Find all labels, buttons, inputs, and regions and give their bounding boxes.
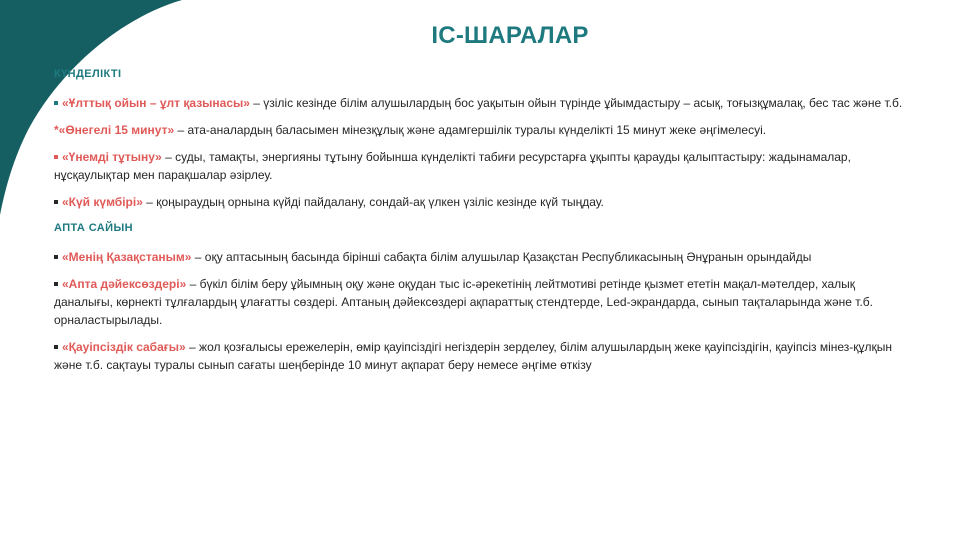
item-title: «Өнегелі 15 минут» [58,123,175,137]
bullet-icon [54,345,58,349]
bullet-icon [54,155,58,159]
item-text: – суды, тамақты, энергияны тұтыну бойынша күнделікті табиғи ресурстарға ұқыпты қарауды қалыптастыру: жадынамалар, нұсқаулықтар мен парақшалар әзірлеу. [54,150,851,182]
item-title: «Күй күмбірі» [62,195,143,209]
list-item [54,148,904,184]
item-title: «Үнемді тұтыну» [62,150,162,164]
content-area [54,66,904,383]
bullet-icon [54,200,58,204]
list-item [54,94,904,112]
item-text: – бүкіл білім беру ұйымның оқу және оқудан тыс іс-әрекетінің лейтмотиві ретінде қызмет ететін мақал-мәтелдер, халық даналығы, көрнекті тұлғалардың ұлағатты сөздері. Аптаның дәйексөздері ақпараттық стендтерде, Led-экрандарда, сынып тақталарында және т.б. орналастырылады. [54,277,874,327]
item-title: «Менің Қазақстаным» [62,250,192,264]
list-item [54,121,904,139]
item-text: – қоңыраудың орнына күйді пайдалану, сондай-ақ үлкен үзіліс кезінде күй тыңдау. [142,195,604,209]
bullet-icon [54,282,58,286]
list-item [54,248,904,266]
list-item [54,275,904,329]
bullet-icon [54,255,58,259]
item-title: «Қауіпсіздік сабағы» [62,340,186,354]
item-text: – оқу аптасының басында бірінші сабақта білім алушылар Қазақстан Республикасының Әнұранын орындайды [191,250,812,264]
item-title: «Ұлттық ойын – ұлт қазынасы» [62,96,250,110]
item-text: – жол қозғалысы ережелерін, өмір қауіпсіздігі негіздерін зерделеу, білім алушылардың жеке қауіпсіздігін, қауіпсіз мінез-құлқын және т.б. сақтауы туралы сынып сағаты шеңберінде 10 минут ақпарат беру немесе әңгіме өткізу [54,340,893,372]
section-heading-daily: КҮНДЕЛІКТІ [54,68,122,80]
item-text: – үзіліс кезінде білім алушылардың бос уақытын ойын түрінде ұйымдастыру – асық, тоғызқұмалақ, бес тас және т.б. [249,96,903,110]
item-text: – ата-аналардың баласымен мінезқұлық және адамгершілік туралы күнделікті 15 минут жеке әңгімелесуі. [174,123,767,137]
list-item [54,193,904,211]
page-title: ІС-ШАРАЛАР [431,22,589,49]
section-heading-weekly: АПТА САЙЫН [54,222,133,234]
bullet-icon [54,101,58,105]
asterisk-icon: * [54,123,59,137]
list-item [54,338,904,374]
item-title: «Апта дәйексөздері» [62,277,187,291]
